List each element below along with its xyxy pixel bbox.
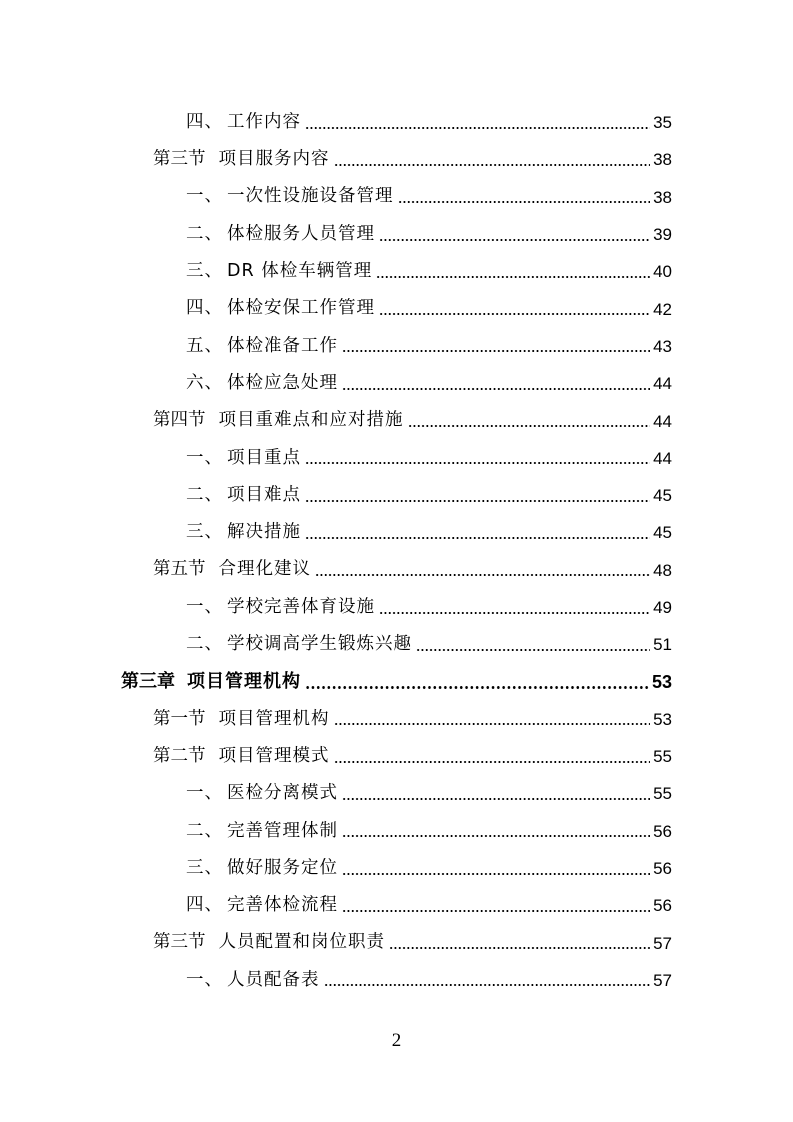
toc-entry[interactable] [0, 962, 793, 999]
toc-entry-number: 四、 [186, 895, 223, 916]
dot-leader [305, 127, 650, 129]
toc-entry-number: 三、 [186, 857, 223, 878]
toc-entry-number: 三、 [186, 522, 223, 543]
toc-entry-page: 39 [653, 225, 672, 245]
dot-leader [334, 723, 651, 725]
toc-entry-number: 一、 [186, 969, 223, 990]
dot-leader [342, 798, 650, 800]
dot-leader [315, 574, 650, 576]
toc-entry-page: 38 [653, 187, 672, 207]
toc-entry-page: 42 [653, 299, 672, 319]
toc-entry-title: 工作内容 [227, 111, 301, 132]
toc-entry-number: 一、 [186, 186, 223, 207]
toc-entry-title: 项目重点 [227, 447, 301, 468]
toc-entry-title: 医检分离模式 [227, 783, 338, 804]
toc-entry-page: 48 [653, 560, 672, 580]
toc-entry-number: 六、 [186, 372, 223, 393]
dot-leader [398, 201, 651, 203]
toc-entry-title: 学校调高学生锻炼兴趣 [227, 634, 412, 655]
dot-leader [342, 910, 650, 912]
toc-entry[interactable] [0, 328, 793, 365]
toc-entry[interactable] [0, 552, 793, 589]
toc-entry-title: 人员配置和岗位职责 [218, 932, 385, 953]
toc-entry-page: 45 [653, 523, 672, 543]
dot-leader [342, 873, 650, 875]
toc-entry[interactable] [0, 626, 793, 663]
toc-entry-number: 第三章 [121, 671, 175, 693]
toc-entry-title: 合理化建议 [218, 559, 311, 580]
dot-leader [342, 835, 650, 837]
toc-entry-page: 57 [653, 970, 672, 990]
toc-entry-page: 56 [653, 896, 672, 916]
dot-leader [342, 388, 650, 390]
toc-entry-number: 四、 [186, 298, 223, 319]
toc-entry-number: 二、 [186, 820, 223, 841]
toc-entry-title: 解决措施 [227, 522, 301, 543]
toc-entry-number: 第四节 [153, 410, 206, 431]
toc-entry-page: 49 [653, 598, 672, 617]
toc-entry-title: 学校完善体育设施 [227, 596, 375, 617]
toc-entry-page: 44 [653, 374, 672, 394]
toc-entry-title: 做好服务定位 [227, 857, 338, 878]
toc-entry-page: 56 [653, 821, 672, 841]
toc-entry-title: 体检准备工作 [227, 335, 338, 356]
toc-entry-number: 第三节 [153, 932, 206, 953]
toc-entry-page: 53 [651, 672, 672, 693]
toc-entry-page: 44 [653, 411, 672, 431]
toc-entry-number: 第五节 [153, 559, 206, 580]
toc-entry-number: 一、 [186, 596, 223, 617]
toc-entry-number: 第三节 [153, 149, 206, 170]
toc-entry[interactable] [0, 514, 793, 551]
toc-entry-number: 四、 [186, 111, 223, 132]
toc-entry[interactable] [0, 440, 793, 477]
dot-leader [305, 500, 650, 502]
toc-entry-number: 二、 [186, 223, 223, 244]
toc-entry-number: 第二节 [153, 745, 206, 766]
toc-entry-number: 五、 [186, 335, 223, 356]
toc-entry-number: 一、 [186, 447, 223, 468]
toc-entry-number: 第一节 [153, 708, 206, 729]
toc-entry-page: 35 [653, 113, 672, 133]
toc-entry[interactable] [0, 589, 793, 626]
toc-entry[interactable] [0, 141, 793, 178]
toc-entry-page: 40 [653, 262, 672, 282]
toc-entry-title: 完善体检流程 [227, 895, 338, 916]
toc-entry-page: 55 [653, 747, 672, 767]
toc-entry-title: 一次性设施设备管理 [227, 186, 394, 207]
page-number: 2 [391, 1030, 402, 1051]
toc-entry-page: 51 [653, 635, 672, 655]
toc-entry-title: 体检应急处理 [227, 372, 338, 393]
toc-entry[interactable] [0, 925, 793, 962]
toc-entry-title: 项目管理模式 [218, 745, 330, 766]
toc-entry-page: 44 [653, 448, 672, 468]
table-of-contents [0, 104, 793, 999]
toc-entry[interactable] [0, 477, 793, 514]
dot-leader [334, 164, 651, 166]
dot-leader [305, 462, 650, 464]
dot-leader [342, 350, 650, 352]
toc-entry-number: 一、 [186, 783, 223, 804]
toc-entry-page: 45 [653, 486, 672, 506]
toc-entry-title: 项目管理机构 [187, 671, 301, 693]
toc-entry[interactable] [0, 365, 793, 402]
toc-entry-page: 53 [653, 709, 672, 729]
dot-leader [334, 761, 651, 763]
toc-entry-title: 完善管理体制 [227, 820, 338, 841]
dot-leader [379, 313, 650, 315]
toc-entry[interactable] [0, 216, 793, 253]
toc-entry-page: 55 [653, 784, 672, 804]
dot-leader [305, 686, 649, 689]
toc-entry-title: DR 体检车辆管理 [227, 261, 373, 282]
dot-leader [305, 537, 650, 539]
toc-entry[interactable] [0, 775, 793, 812]
toc-entry[interactable] [0, 663, 793, 700]
toc-entry-number: 二、 [186, 634, 223, 655]
toc-entry[interactable] [0, 738, 793, 775]
toc-entry-title: 体检服务人员管理 [227, 223, 375, 244]
toc-entry-title: 体检安保工作管理 [227, 298, 375, 319]
toc-entry[interactable] [0, 813, 793, 850]
toc-entry-title: 项目管理机构 [218, 708, 330, 729]
dot-leader [379, 239, 650, 241]
toc-entry[interactable] [0, 179, 793, 216]
dot-leader [379, 612, 650, 614]
dot-leader [416, 649, 650, 651]
toc-entry-title: 人员配备表 [227, 969, 320, 990]
toc-entry-title: 项目难点 [227, 484, 301, 505]
toc-entry-page: 38 [653, 150, 672, 170]
dot-leader [408, 425, 651, 427]
toc-entry[interactable] [0, 887, 793, 924]
dot-leader [376, 276, 650, 278]
toc-entry-title: 项目服务内容 [218, 149, 330, 170]
toc-entry-page: 57 [653, 933, 672, 953]
toc-entry-page: 56 [653, 859, 672, 879]
toc-entry-number: 三、 [186, 261, 223, 282]
toc-entry[interactable] [0, 104, 793, 141]
toc-entry[interactable] [0, 701, 793, 738]
toc-entry-page: 43 [653, 336, 672, 356]
toc-entry-number: 二、 [186, 484, 223, 505]
toc-entry[interactable] [0, 290, 793, 327]
dot-leader [389, 947, 650, 949]
toc-entry[interactable] [0, 402, 793, 439]
toc-entry[interactable] [0, 850, 793, 887]
dot-leader [324, 984, 651, 986]
toc-entry[interactable] [0, 253, 793, 290]
toc-entry-title: 项目重难点和应对措施 [218, 410, 404, 431]
